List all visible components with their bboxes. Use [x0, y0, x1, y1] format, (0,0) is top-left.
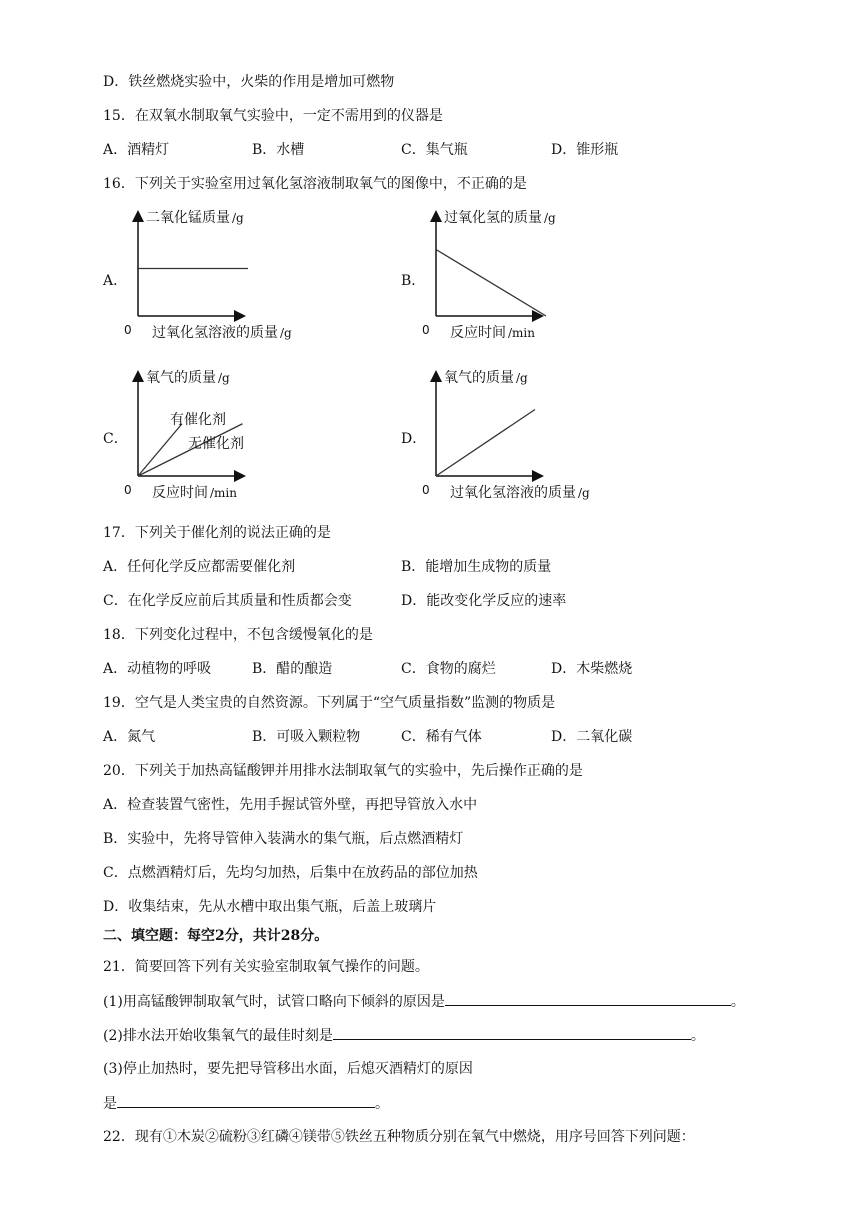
q17-stem: 17．下列关于催化剂的说法正确的是	[103, 525, 331, 541]
q21-part-2	[103, 1025, 705, 1046]
chart-a	[120, 206, 340, 346]
q18-stem: 18．下列变化过程中，不包含缓慢氧化的是	[103, 627, 373, 643]
chart-d	[418, 366, 638, 506]
q18-option-d: D．木柴燃烧	[551, 661, 633, 677]
q21-part-3-end: 。	[375, 1096, 389, 1112]
q18-option-c: C．食物的腐烂	[401, 661, 496, 677]
q20-option-b: B．实验中，先将导管伸入装满水的集气瓶，后点燃酒精灯	[103, 831, 464, 847]
q21-part-3-cont	[103, 1093, 389, 1114]
q21-answer-1-blank[interactable]	[445, 991, 731, 1006]
series-label-1: 有催化剂	[170, 412, 226, 428]
q21-part-2-end: 。	[690, 1028, 705, 1044]
q21-answer-3-blank[interactable]	[117, 1093, 375, 1108]
q22-stem: 22．现有①木炭②硫粉③红磷④镁带⑤铁丝五种物质分别在氧气中燃烧，用序号回答下列问题：	[103, 1129, 695, 1145]
x-axis-label: 过氧化氢溶液的质量 /g	[450, 485, 590, 501]
chart-b	[418, 206, 638, 346]
q20-option-a: A．检查装置气密性，先用手握试管外壁，再把导管放入水中	[103, 797, 478, 813]
q15-option-b: B．水槽	[252, 142, 305, 158]
chart-c	[120, 366, 340, 506]
q17-option-d: D．能改变化学反应的速率	[401, 593, 567, 609]
section-2-heading: 二、填空题：每空2分，共计28分。	[103, 928, 329, 944]
q19-option-d: D．二氧化碳	[551, 729, 633, 745]
q21-part-1-end: 。	[730, 994, 745, 1010]
q20-option-d: D．收集结束，先从水槽中取出集气瓶，后盖上玻璃片	[103, 899, 437, 915]
series-label-2: 无催化剂	[188, 436, 244, 452]
q18-option-a: A．动植物的呼吸	[103, 661, 212, 677]
q20-option-c: C．点燃酒精灯后，先均匀加热，后集中在放药品的部位加热	[103, 865, 478, 881]
q19-option-b: B．可吸入颗粒物	[252, 729, 361, 745]
x-axis-label: 反应时间 /min	[152, 485, 237, 501]
origin-label: 0	[124, 323, 132, 337]
origin-label: 0	[422, 483, 430, 497]
x-axis-label: 反应时间 /min	[450, 325, 535, 341]
q19-stem: 19．空气是人类宝贵的自然资源。下列属于“空气质量指数”监测的物质是	[103, 695, 556, 711]
q16-letter-c: C．	[103, 431, 128, 447]
q17-option-a: A．任何化学反应都需要催化剂	[103, 559, 296, 575]
q18-option-b: B．醋的酿造	[252, 661, 333, 677]
q16-letter-d: D．	[401, 431, 427, 447]
q19-option-c: C．稀有气体	[401, 729, 482, 745]
series-line-1	[436, 410, 535, 477]
q21-part-3: (3)停止加热时，要先把导管移出水面，后熄灭酒精灯的原因	[103, 1061, 473, 1077]
series-line-1	[138, 424, 182, 476]
q17-option-c: C．在化学反应前后其质量和性质都会变	[103, 593, 352, 609]
q17-option-b: B．能增加生成物的质量	[401, 559, 552, 575]
q15-stem: 15．在双氧水制取氧气实验中，一定不需用到的仪器是	[103, 108, 443, 124]
x-axis-label: 过氧化氢溶液的质量 /g	[152, 325, 292, 341]
q21-answer-2-blank[interactable]	[333, 1025, 691, 1040]
series-line-1	[436, 250, 546, 317]
q14-option-d: D．铁丝燃烧实验中，火柴的作用是增加可燃物	[103, 74, 395, 90]
y-axis-label: 氧气的质量 /g	[444, 370, 528, 386]
origin-label: 0	[124, 483, 132, 497]
q21-stem: 21．简要回答下列有关实验室制取氧气操作的问题。	[103, 959, 429, 975]
q15-option-a: A．酒精灯	[103, 142, 170, 158]
origin-label: 0	[422, 323, 430, 337]
q16-stem: 16．下列关于实验室用过氧化氢溶液制取氧气的图像中，不正确的是	[103, 176, 527, 192]
q16-letter-b: B．	[401, 273, 426, 289]
q21-part-1-text: (1)用高锰酸钾制取氧气时，试管口略向下倾斜的原因是	[103, 994, 445, 1010]
q15-option-d: D．锥形瓶	[551, 142, 619, 158]
q21-part-3b-text: 是	[103, 1096, 117, 1112]
q19-option-a: A．氮气	[103, 729, 156, 745]
q21-part-1	[103, 991, 745, 1012]
y-axis-label: 二氧化锰质量 /g	[146, 210, 244, 226]
y-axis-label: 过氧化氢的质量 /g	[444, 210, 556, 226]
q21-part-2-text: (2)排水法开始收集氧气的最佳时刻是	[103, 1028, 333, 1044]
q20-stem: 20．下列关于加热高锰酸钾并用排水法制取氧气的实验中，先后操作正确的是	[103, 763, 583, 779]
q16-letter-a: A．	[103, 273, 128, 289]
y-axis-label: 氧气的质量 /g	[146, 370, 230, 386]
q15-option-c: C．集气瓶	[401, 142, 468, 158]
